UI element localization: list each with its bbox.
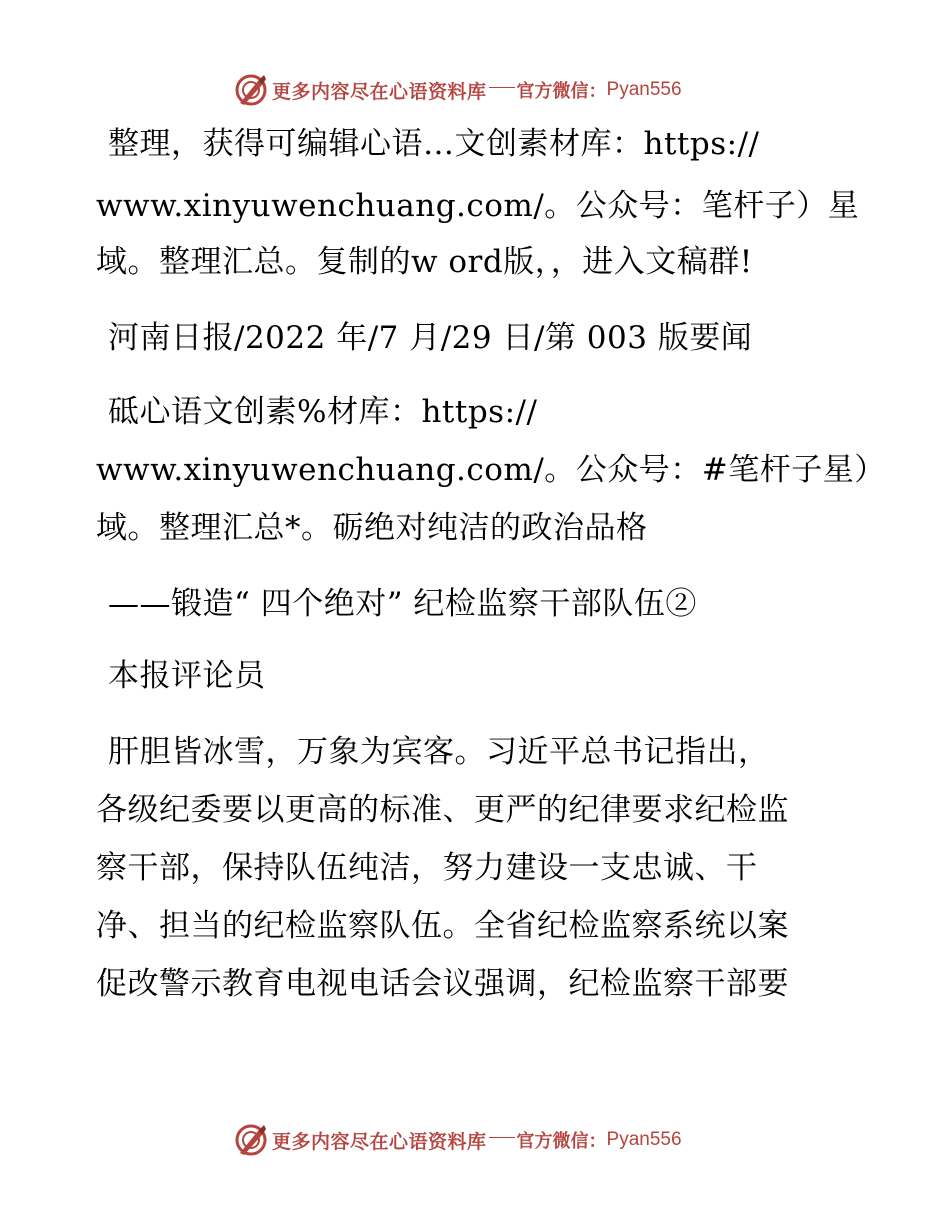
footer-banner [0, 1120, 950, 1160]
footer-banner-inner [234, 1120, 682, 1160]
body-line: 净、担当的纪检监察队伍。全省纪检监察系统以案 [96, 908, 789, 944]
body-line: www.xinyuwenchuang.com/。公众号：笔杆子）星 [96, 188, 860, 224]
pen-logo-icon [234, 1123, 268, 1157]
header-banner [0, 70, 950, 110]
body-line: 域。整理汇总*。砺绝对纯洁的政治品格 [96, 510, 648, 546]
byline: 本报评论员 [108, 658, 266, 694]
header-banner-official: 官方微信： [516, 81, 607, 102]
body-line: 整理，获得可编辑心语…文创素材库：https:// [108, 126, 760, 162]
footer-banner-separator [489, 1137, 515, 1138]
header-banner-separator [489, 87, 515, 88]
body-line: 肝胆皆冰雪，万象为宾客。习近平总书记指出， [108, 734, 770, 770]
body-line: 砥心语文创素%材库：https:// [108, 394, 538, 430]
header-banner-inner [234, 70, 682, 110]
pen-logo-icon [234, 73, 268, 107]
body-line: 各级纪委要以更高的标准、更严的纪律要求纪检监 [96, 792, 789, 828]
body-line: 促改警示教育电视电话会议强调，纪检监察干部要 [96, 966, 789, 1002]
footer-banner-official: 官方微信： [516, 1131, 607, 1152]
header-banner-id: Pyan556 [606, 79, 682, 100]
footer-banner-text: 更多内容尽在心语资料库 [272, 1130, 487, 1153]
footer-banner-id: Pyan556 [606, 1129, 682, 1150]
body-line: 域。整理汇总。复制的w ord版，，进入文稿群! [96, 244, 753, 280]
header-banner-text: 更多内容尽在心语资料库 [272, 80, 487, 103]
subtitle-line: ——锻造“ 四个绝对” 纪检监察干部队伍② [108, 586, 697, 622]
body-line: www.xinyuwenchuang.com/。公众号：#笔杆子星） [96, 452, 886, 488]
body-line: 河南日报/2022 年/7 月/29 日/第 003 版要闻 [108, 320, 753, 356]
body-line: 察干部，保持队伍纯洁，努力建设一支忠诚、干 [96, 850, 758, 886]
